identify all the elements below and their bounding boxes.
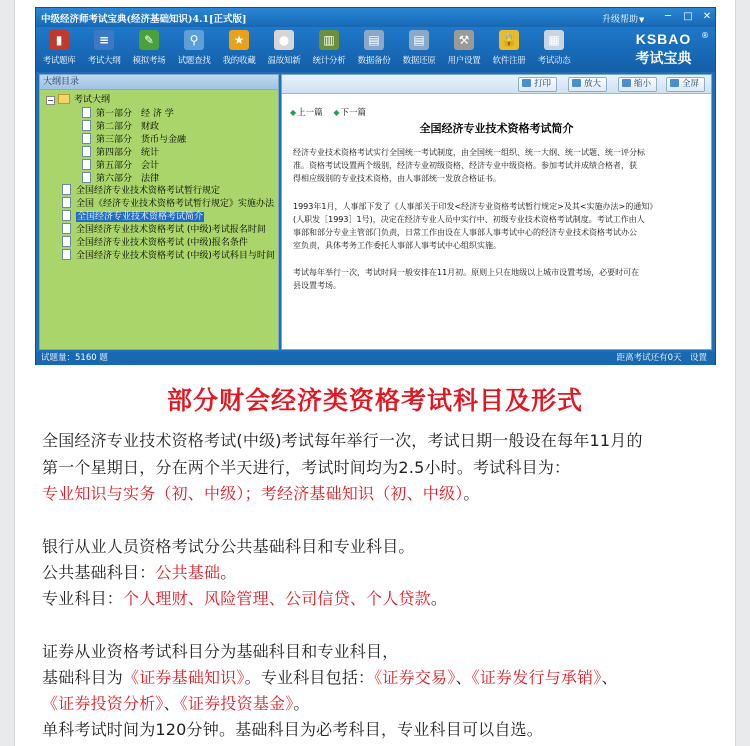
minimize-button[interactable]: ─ [664, 11, 672, 22]
toolbar-button-label: 统计分析 [312, 56, 346, 66]
search-icon: ⚲ [184, 30, 204, 50]
article-nav [290, 106, 374, 118]
outline-panel [39, 74, 279, 350]
fullscreen-button[interactable] [666, 77, 705, 92]
toolbar-button-label: 温故知新 [267, 56, 301, 66]
brand-logo [616, 31, 711, 69]
tree-chapter-4[interactable] [82, 146, 159, 159]
print-label: 打印 [534, 79, 552, 89]
label-professional-list: 。专业科目包括： [244, 668, 375, 687]
public-basic-subject: 公共基础 [155, 563, 221, 582]
securities-analysis-subject: 《证券投资分析》 [42, 694, 164, 713]
document-icon [82, 159, 91, 170]
toolbar-button-label: 我的收藏 [222, 56, 256, 66]
article-line-8 [42, 665, 618, 688]
content-title: 全国经济专业技术资格考试简介 [419, 122, 574, 135]
securities-trading-subject: 《证券交易》 [374, 668, 456, 687]
tree-label: 考试大纲 [74, 95, 111, 105]
toolbar-button-label: 试题查找 [177, 56, 211, 66]
main-toolbar [36, 27, 715, 72]
toolbar-button-label: 数据备份 [357, 56, 391, 66]
toolbar-button-label: 模拟考场 [132, 56, 166, 66]
backup-icon: ▤ [364, 30, 384, 50]
star-icon: ★ [229, 30, 249, 50]
tree-root-outline[interactable] [46, 94, 110, 107]
content-paragraph-2 [293, 200, 693, 252]
punctuation: 。 [293, 694, 310, 713]
tree-label: 第四部分 统计 [96, 148, 160, 158]
next-arrow-icon: ◆ [333, 108, 340, 117]
question-count: 试题量：5160 题 [41, 353, 108, 363]
toolbar-button-label: 考试大纲 [87, 56, 121, 66]
document-icon [82, 120, 91, 131]
content-line: (人职发［1993］1号)，决定在经济专业人员中实行中、初级专业技术资格考试制度。考试工作由人 [293, 215, 645, 224]
maximize-button[interactable]: □ [683, 11, 693, 22]
document-icon [62, 184, 71, 195]
tree-document-1[interactable] [62, 184, 220, 197]
content-panel [281, 74, 712, 350]
document-icon [82, 107, 91, 118]
toolbar-button-11[interactable] [487, 30, 531, 70]
toolbar-button-1[interactable] [37, 30, 81, 70]
toolbar-button-2[interactable] [82, 30, 126, 70]
toolbar-button-7[interactable] [307, 30, 351, 70]
article-line-5 [42, 560, 236, 583]
toolbar-button-4[interactable] [172, 30, 216, 70]
tree-label: 第二部分 财政 [96, 122, 160, 132]
label-public-basic: 公共基础科目： [42, 563, 156, 582]
punctuation: 。 [463, 484, 480, 503]
app-title: 中级经济师考试宝典(经济基础知识)4.1[正式版] [41, 14, 247, 25]
label-basic-subject: 基础科目为 [42, 668, 124, 687]
tree-chapter-2[interactable] [82, 120, 159, 133]
tree-label: 第六部分 法律 [96, 174, 160, 184]
document-icon [62, 197, 71, 208]
brand-name-cn: 考试宝典 [635, 51, 692, 67]
toolbar-button-10[interactable] [442, 30, 486, 70]
toolbar-button-8[interactable] [352, 30, 396, 70]
help-menu-label: 升级帮助 [602, 15, 639, 25]
toolbar-button-12[interactable] [532, 30, 576, 70]
document-icon [62, 249, 71, 260]
tree-label: 全国经济专业技术资格考试 (中级)报名条件 [76, 238, 248, 248]
content-line: 经济专业技术资格考试实行全国统一考试制度，由全国统一组织、统一大纲、统一试题、统一评分标 [293, 148, 645, 157]
tree-document-3[interactable] [62, 210, 204, 223]
punctuation: 、 [163, 694, 180, 713]
fullscreen-icon [670, 79, 679, 87]
tree-chapter-1[interactable] [82, 107, 174, 120]
book-icon: ▮ [49, 30, 69, 50]
zoom-out-button[interactable] [618, 77, 657, 92]
tree-label: 全国经济专业技术资格考试 (中级)考试科目与时间 [76, 251, 275, 261]
outline-header: 大纲目录 [40, 75, 278, 90]
tree-chapter-5[interactable] [82, 159, 159, 172]
outline-tree[interactable] [40, 90, 278, 349]
securities-basic-subject: 《证券基础知识》 [123, 668, 245, 687]
exam-subjects-economist: 专业知识与实务（初、中级）；考经济基础知识（初、中级） [42, 484, 464, 503]
zoom-out-icon [622, 79, 631, 87]
registered-mark: ® [701, 31, 709, 40]
content-line: 室负责，具体考务工作委托人事部人事考试中心组织实施。 [293, 241, 501, 250]
restore-icon: ▤ [409, 30, 429, 50]
app-window [35, 7, 716, 365]
content-paragraph-3 [293, 266, 693, 292]
article-line-1: 全国经济专业技术资格考试(中级)考试每年举行一次，考试日期一般设在每年11月的 [42, 431, 643, 450]
content-toolbar [282, 75, 711, 94]
outline-icon: ≡ [94, 30, 114, 50]
article-line-2: 第一个星期日，分在两个半天进行，考试时间均为2.5小时。考试科目为： [42, 458, 571, 477]
article-line-6 [42, 586, 447, 609]
bulb-icon: ● [274, 30, 294, 50]
chevron-down-icon: ▼ [639, 16, 645, 24]
article-line-10: 单科考试时间为120分钟。基础科目为必考科目，专业科目可以自选。 [42, 720, 543, 739]
prev-arrow-icon: ◆ [290, 108, 297, 117]
collapse-icon: − [47, 96, 54, 105]
toolbar-button-label: 考试动态 [537, 56, 571, 66]
status-bar [36, 352, 715, 365]
folder-icon [58, 94, 70, 104]
punctuation: 。 [430, 589, 448, 608]
article-line-4: 银行从业人员资格考试分公共基础科目和专业科目。 [42, 537, 415, 556]
punctuation: 、 [455, 668, 472, 687]
help-menu[interactable] [602, 12, 644, 25]
toolbar-button-label: 数据还原 [402, 56, 436, 66]
printer-icon [522, 79, 531, 87]
print-button[interactable] [518, 77, 557, 92]
toolbar-button-6[interactable] [262, 30, 306, 70]
content-line: 事部和部分专业主管部门负责，日常工作由设在人事部人事考试中心的经济专业技术资格考试办公 [293, 228, 637, 237]
title-bar [36, 8, 715, 27]
tree-document-4[interactable] [62, 223, 266, 236]
zoom-in-icon [572, 79, 581, 87]
article-heading: 部分财会经济类资格考试科目及形式 [166, 386, 583, 415]
zoom-in-label: 放大 [584, 79, 602, 89]
content-line: 县设置考场。 [293, 281, 341, 290]
document-icon [62, 236, 71, 247]
next-article-link[interactable]: 下一篇 [340, 108, 367, 118]
prev-article-link[interactable]: 上一篇 [297, 108, 323, 118]
tree-label: 全国经济专业技术资格考试暂行规定 [76, 186, 221, 196]
news-icon: ▦ [544, 30, 564, 50]
hammer-icon: ⚒ [454, 30, 474, 50]
document-icon [62, 223, 71, 234]
article-line-7: 证券从业资格考试科目分为基础科目和专业科目， [42, 642, 399, 661]
document-icon [82, 133, 91, 144]
brand-name-en: KSBAO [635, 31, 692, 47]
zoom-in-button[interactable] [568, 77, 607, 92]
toolbar-button-label: 软件注册 [492, 56, 526, 66]
punctuation: 。 [220, 563, 237, 582]
professional-subjects: 个人理财、风险管理、公司信贷、个人贷款 [123, 589, 431, 608]
document-icon [82, 146, 91, 157]
tree-document-6[interactable] [62, 249, 275, 262]
tree-label: 全国经济专业技术资格考试 (中级)考试报名时间 [76, 225, 266, 235]
content-line: 准。资格考试设置两个级别，经济专业初级资格、经济专业中级资格。参加考试并成绩合格者，获 [293, 161, 637, 170]
toolbar-button-label: 考试题库 [42, 56, 76, 66]
close-button[interactable]: ✕ [702, 11, 712, 22]
tree-document-5[interactable] [62, 236, 248, 249]
chart-icon: ▥ [319, 30, 339, 50]
fullscreen-label: 全屏 [682, 79, 700, 89]
lock-icon: 🔒 [499, 30, 519, 50]
article-line-9 [42, 691, 310, 714]
securities-issuance-subject: 《证券发行与承销》 [471, 668, 602, 687]
tree-label: 第一部分 经 济 学 [96, 109, 174, 119]
label-professional: 专业科目： [42, 589, 124, 608]
tree-label: 全国《经济专业技术资格考试暂行规定》实施办法 [76, 199, 275, 209]
punctuation: 、 [601, 668, 618, 687]
securities-fund-subject: 《证券投资基金》 [179, 694, 294, 713]
toolbar-button-9[interactable] [397, 30, 441, 70]
tree-document-2[interactable] [62, 197, 274, 210]
content-line: 得相应级别的专业技术资格，由人事部统一发放合格证书。 [293, 174, 501, 183]
content-paragraph-1 [293, 146, 693, 185]
toolbar-button-3[interactable] [127, 30, 171, 70]
tree-label: 第三部分 货币与金融 [96, 135, 187, 145]
tree-label: 第五部分 会计 [96, 161, 160, 171]
pencil-icon: ✎ [139, 30, 159, 50]
zoom-out-label: 缩小 [634, 79, 652, 89]
article-line-3 [42, 481, 480, 504]
content-line: 考试每年举行一次，考试时间一般安排在11月初。原则上只在地级以上城市设置考场，必要时可在 [293, 268, 640, 277]
toolbar-button-5[interactable] [217, 30, 261, 70]
exam-countdown[interactable]: 距离考试还有0天 设置 [616, 353, 707, 363]
tree-label: 全国经济专业技术资格考试简介 [77, 212, 204, 222]
toolbar-button-label: 用户设置 [447, 56, 481, 66]
tree-chapter-3[interactable] [82, 133, 186, 146]
content-line: 1993年1月，人事部下发了《人事部关于印发<经济专业资格考试暂行规定>及其<实施办法>的通知》 [293, 202, 658, 211]
document-icon [82, 172, 91, 183]
document-icon [62, 210, 71, 221]
